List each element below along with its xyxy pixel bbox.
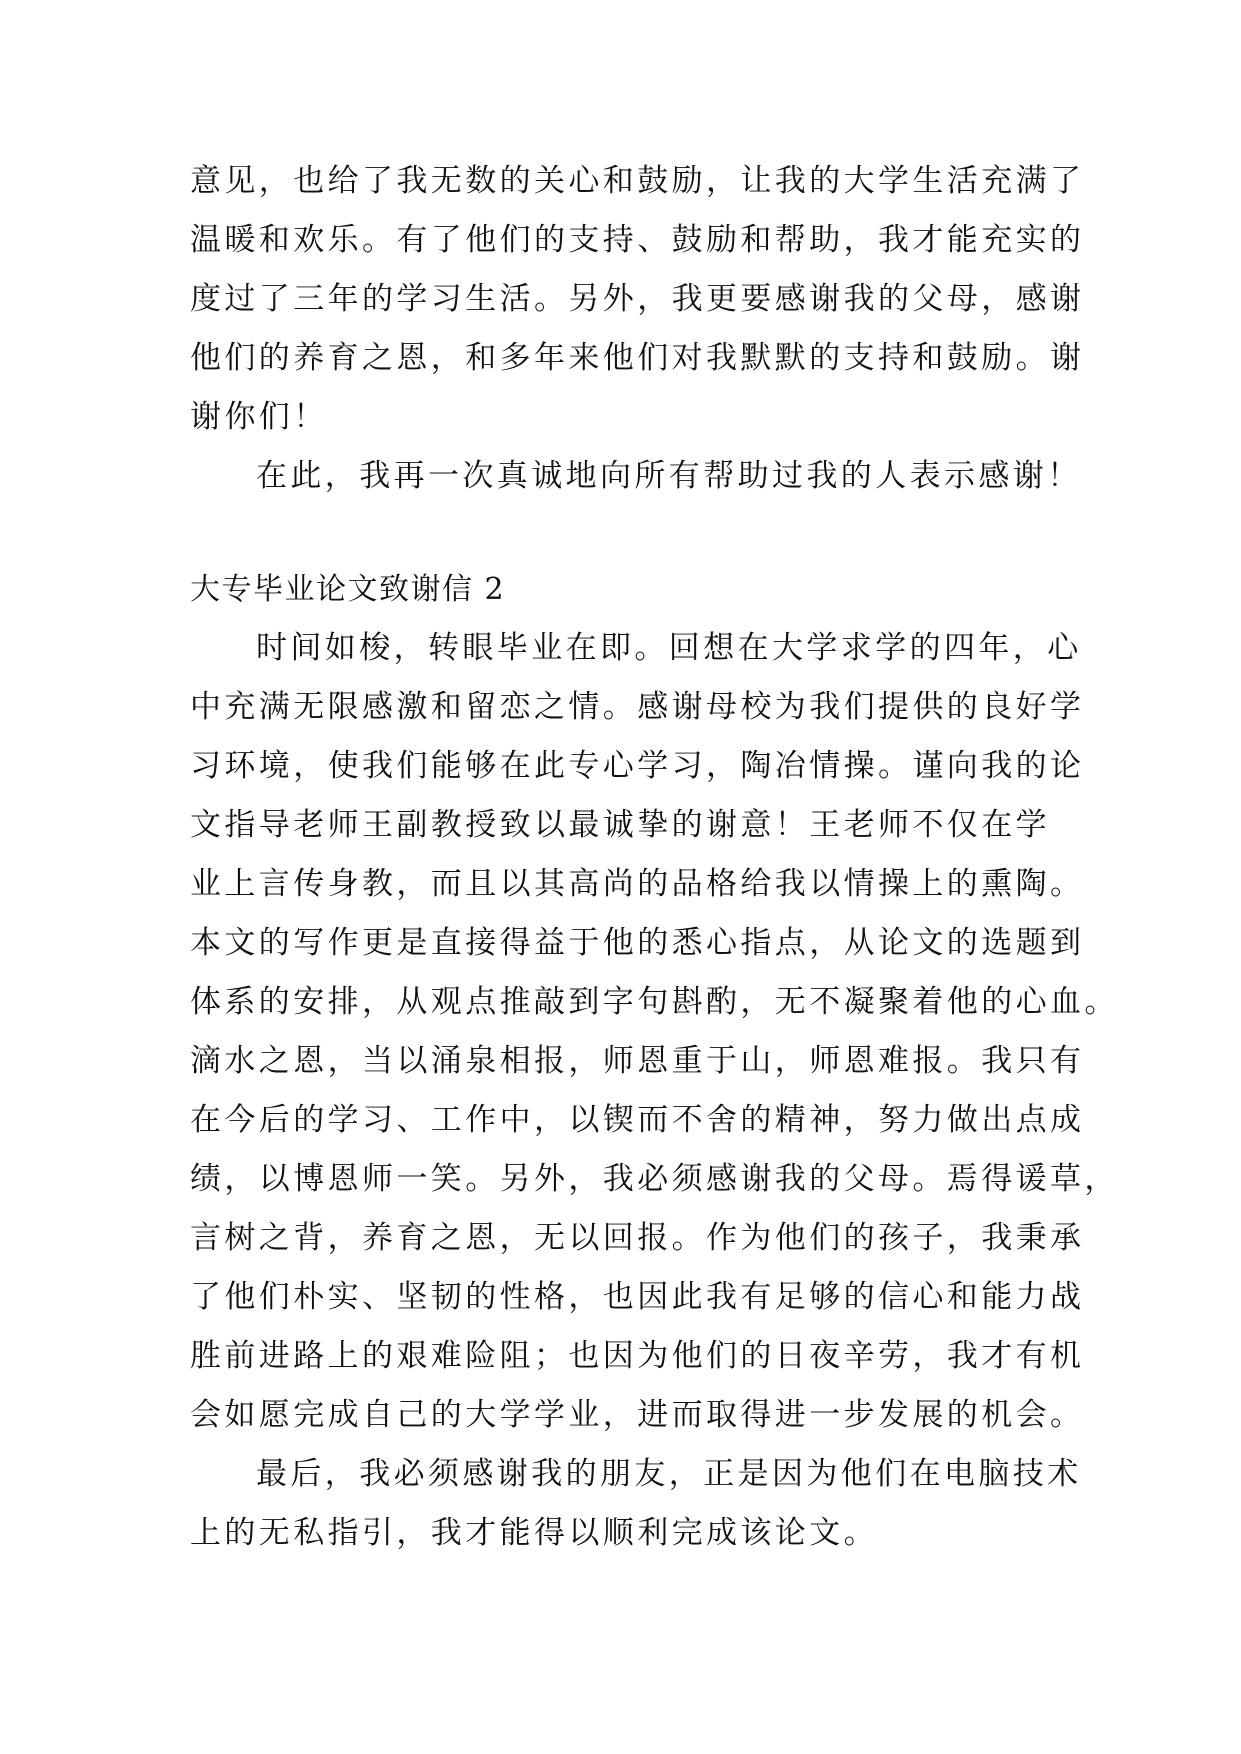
text-line: 本文的写作更是直接得益于他的悉心指点，从论文的选题到 <box>190 925 1085 961</box>
text-line: 上的无私指引，我才能得以顺利完成该论文。 <box>190 1515 878 1551</box>
text-line: 意见，也给了我无数的关心和鼓励，让我的大学生活充满了 <box>190 163 1085 199</box>
text-line: 谢你们！ <box>190 399 328 435</box>
closing-line: 在此，我再一次真诚地向所有帮助过我的人表示感谢！ <box>256 458 1082 494</box>
section2-paragraph-2 <box>190 1445 1082 1563</box>
text-line: 胜前进路上的艰难险阻；也因为他们的日夜辛劳，我才有机 <box>190 1338 1085 1374</box>
text-line: 滴水之恩，当以涌泉相报，师恩重于山，师恩难报。我只有 <box>190 1043 1085 1079</box>
text-line: 温暖和欢乐。有了他们的支持、鼓励和帮助，我才能充实的 <box>190 222 1085 258</box>
text-line: 在今后的学习、工作中，以锲而不舍的精神，努力做出点成 <box>190 1102 1085 1138</box>
section1-paragraph <box>190 152 1085 506</box>
section-title: 大专毕业论文致谢信 2 <box>190 572 506 607</box>
section2-heading-block <box>190 560 1060 619</box>
text-line: 时间如梭，转眼毕业在即。回想在大学求学的四年，心 <box>256 630 1082 666</box>
text-line: 中充满无限感激和留恋之情。感谢母校为我们提供的良好学 <box>190 689 1085 725</box>
text-line: 了他们朴实、坚韧的性格，也因此我有足够的信心和能力战 <box>190 1279 1085 1315</box>
text-line: 体系的安排，从观点推敲到字句斟酌，无不凝聚着他的心血。 <box>190 984 1119 1020</box>
text-line: 习环境，使我们能够在此专心学习，陶冶情操。谨向我的论 <box>190 748 1085 784</box>
text-line: 文指导老师王副教授致以最诚挚的谢意！王老师不仅在学 <box>190 807 1050 843</box>
text-line: 绩，以博恩师一笑。另外，我必须感谢我的父母。焉得谖草， <box>190 1161 1119 1197</box>
text-line: 会如愿完成自己的大学学业，进而取得进一步发展的机会。 <box>190 1397 1085 1433</box>
text-line: 言树之背，养育之恩，无以回报。作为他们的孩子，我秉承 <box>190 1220 1085 1256</box>
text-line: 他们的养育之恩，和多年来他们对我默默的支持和鼓励。谢 <box>190 340 1085 376</box>
text-line: 度过了三年的学习生活。另外，我更要感谢我的父母，感谢 <box>190 281 1085 317</box>
section2-paragraph-1 <box>190 619 1119 1445</box>
text-line: 最后，我必须感谢我的朋友，正是因为他们在电脑技术 <box>256 1456 1082 1492</box>
text-line: 业上言传身教，而且以其高尚的品格给我以情操上的熏陶。 <box>190 866 1085 902</box>
